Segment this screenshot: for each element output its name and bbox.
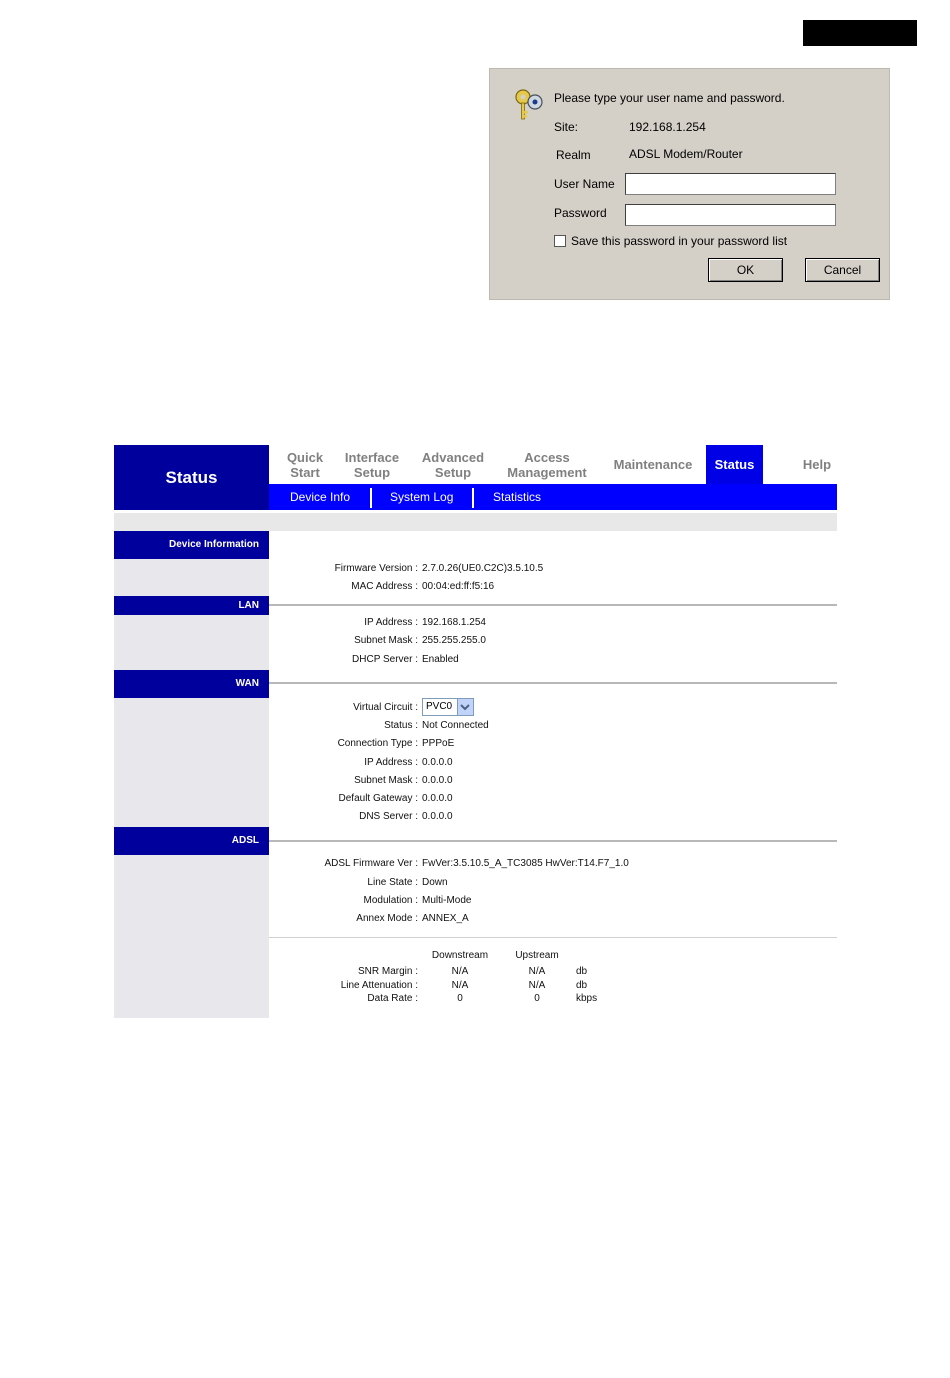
firmware-version-label: Firmware Version : [334,563,418,574]
upstream-header: Upstream [515,950,559,961]
mac-address-label: MAC Address : [351,581,418,592]
dns-server-label: DNS Server : [359,811,418,822]
login-prompt: Please type your user name and password. [554,91,785,105]
username-input[interactable] [625,173,836,195]
save-password-checkbox[interactable] [554,235,566,247]
lan-ip-value: 192.168.1.254 [422,617,486,628]
password-input[interactable] [625,204,836,226]
downstream-header: Downstream [431,950,489,961]
section-adsl-heading: ADSL [114,827,269,855]
dhcp-server-label: DHCP Server : [352,654,418,665]
keys-icon [512,87,546,123]
adsl-firmware-value: FwVer:3.5.10.5_A_TC3085 HwVer:T14.F7_1.0 [422,858,629,869]
divider [269,682,837,684]
line-attenuation-unit: db [576,980,588,991]
line-state-value: Down [422,877,448,888]
connection-type-value: PPPoE [422,738,455,749]
mac-address-value: 00:04:ed:ff:f5:16 [422,581,495,592]
cancel-button[interactable]: Cancel [805,258,880,282]
data-rate-down: 0 [457,993,463,1004]
tab-label: Access Management [507,449,587,480]
subnav-device-info[interactable]: Device Info [290,490,351,504]
default-gateway-value: 0.0.0.0 [422,793,453,804]
subnav-divider [370,488,372,508]
data-rate-label: Data Rate : [367,993,418,1004]
section-device-info-heading: Device Information [114,531,269,559]
tab-label: Status [714,457,755,472]
site-label: Site: [554,120,579,134]
save-password-label: Save this password in your password list [571,234,788,248]
line-attenuation-down: N/A [451,980,469,991]
page-brand-title: Status [114,445,269,510]
tab-help[interactable] [797,445,837,484]
tab-access-management[interactable] [503,445,591,484]
tab-advanced-setup[interactable] [419,445,487,484]
data-rate-unit: kbps [576,993,598,1004]
subnav-system-log[interactable]: System Log [390,490,454,504]
header-bar [803,20,917,46]
annex-mode-value: ANNEX_A [422,913,469,924]
section-lan-heading: LAN [114,596,269,615]
password-label: Password [554,206,607,220]
virtual-circuit-value: PVC0 [426,701,453,712]
sub-nav [269,484,837,510]
dns-server-value: 0.0.0.0 [422,811,453,822]
grey-strip [114,513,837,531]
lan-mask-label: Subnet Mask : [354,635,418,646]
modulation-label: Modulation : [363,895,418,906]
tab-maintenance[interactable] [609,445,697,484]
divider [269,604,837,606]
tab-label: Maintenance [613,457,693,472]
subnav-divider [472,488,474,508]
subnav-statistics[interactable]: Statistics [493,490,542,504]
top-nav [269,445,837,484]
section-wan-heading: WAN [114,670,269,698]
tab-interface-setup[interactable] [341,445,403,484]
tab-label: Interface Setup [344,449,400,480]
wan-status-value: Not Connected [422,720,489,731]
data-rate-up: 0 [534,993,540,1004]
snr-margin-unit: db [576,966,588,977]
line-attenuation-up: N/A [528,980,546,991]
tab-label: Advanced Setup [421,449,485,480]
wan-mask-value: 0.0.0.0 [422,775,453,786]
wan-status-label: Status : [384,720,418,731]
line-attenuation-label: Line Attenuation : [340,980,418,991]
annex-mode-label: Annex Mode : [356,913,418,924]
virtual-circuit-select[interactable] [422,698,474,716]
tab-quick-start[interactable] [279,445,331,484]
login-dialog [489,68,890,300]
tab-status[interactable] [706,445,763,484]
connection-type-label: Connection Type : [337,738,418,749]
wan-ip-value: 0.0.0.0 [422,757,453,768]
tab-label: Help [802,457,832,472]
site-value: 192.168.1.254 [629,120,706,134]
line-state-label: Line State : [367,877,418,888]
snr-margin-down: N/A [451,966,469,977]
snr-margin-up: N/A [528,966,546,977]
lan-ip-label: IP Address : [364,617,418,628]
realm-value: ADSL Modem/Router [629,147,743,161]
realm-label: Realm [556,148,591,162]
tab-label: Quick Start [286,449,324,480]
divider [269,840,837,842]
snr-margin-label: SNR Margin : [357,966,418,977]
ok-button[interactable]: OK [708,258,783,282]
virtual-circuit-label: Virtual Circuit : [353,702,418,713]
lan-mask-value: 255.255.255.0 [422,635,486,646]
wan-ip-label: IP Address : [364,757,418,768]
modulation-value: Multi-Mode [422,895,472,906]
adsl-firmware-label: ADSL Firmware Ver : [324,858,418,869]
chevron-down-icon[interactable] [457,699,473,715]
wan-mask-label: Subnet Mask : [354,775,418,786]
username-label: User Name [554,177,615,191]
firmware-version-value: 2.7.0.26(UE0.C2C)3.5.10.5 [422,563,544,574]
default-gateway-label: Default Gateway : [338,793,418,804]
dhcp-server-value: Enabled [422,654,459,665]
router-status-page [114,445,837,1018]
divider [269,937,837,938]
